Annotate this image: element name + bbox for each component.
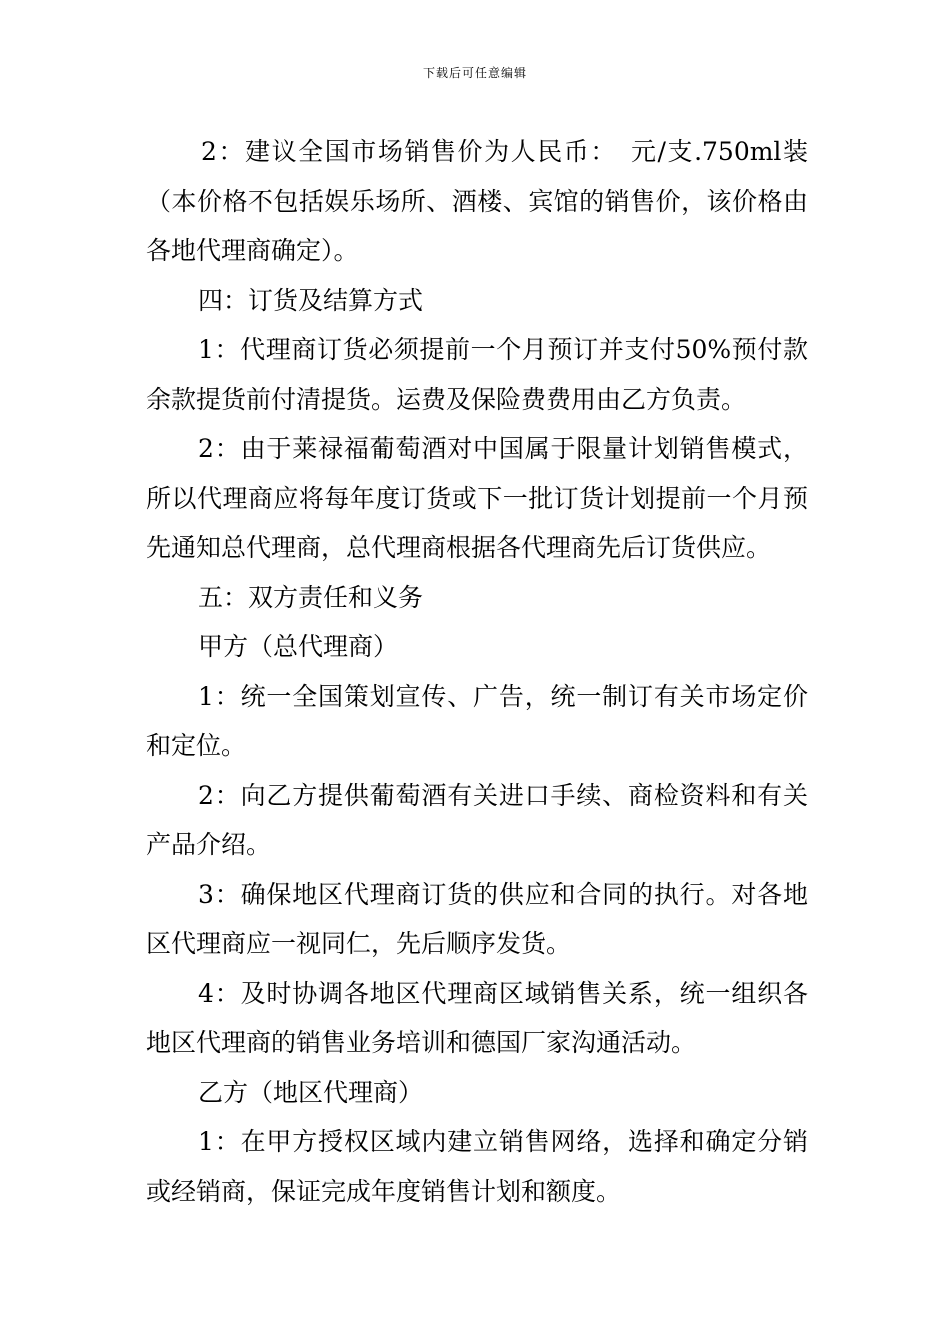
paragraph-party-a-3: 3：确保地区代理商订货的供应和合同的执行。对各地区代理商应一视同仁，先后顺序发货。 — [146, 879, 808, 958]
paragraph-party-a-4: 4：及时协调各地区代理商区域销售关系，统一组织各地区代理商的销售业务培训和德国厂家沟通活动。 — [146, 978, 808, 1057]
paragraph-ordering-2: 2：由于莱禄福葡萄酒对中国属于限量计划销售模式，所以代理商应将每年度订货或下一批订货计划提前一个月预先通知总代理商，总代理商根据各代理商先后订货供应。 — [146, 434, 808, 562]
paragraph-party-b-1: 1：在甲方授权区域内建立销售网络，选择和确定分销或经销商，保证完成年度销售计划和额度。 — [146, 1127, 808, 1206]
document-body — [146, 127, 808, 1216]
paragraph-party-a-2: 2：向乙方提供葡萄酒有关进口手续、商检资料和有关产品介绍。 — [146, 780, 808, 859]
subheading-party-b: 乙方（地区代理商） — [198, 1077, 424, 1107]
subheading-party-a: 甲方（总代理商） — [198, 632, 399, 661]
paragraph-retail-price: 2：建议全国市场销售价为人民币： 元/支.750ml装（本价格不包括娱乐场所、酒楼、宾馆的销售价，该价格由各地代理商确定）。 — [146, 137, 808, 265]
paragraph-ordering-1: 1：代理商订货必须提前一个月预订并支付50%预付款余款提货前付清提货。运费及保险费费用由乙方负责。 — [146, 335, 808, 414]
section-heading-ordering: 四：订货及结算方式 — [198, 285, 424, 315]
page-header: 下载后可任意编辑 — [422, 66, 527, 80]
paragraph-party-a-1: 1：统一全国策划宣传、广告，统一制订有关市场定价和定位。 — [146, 681, 808, 760]
section-heading-responsibilities: 五：双方责任和义务 — [198, 582, 424, 612]
